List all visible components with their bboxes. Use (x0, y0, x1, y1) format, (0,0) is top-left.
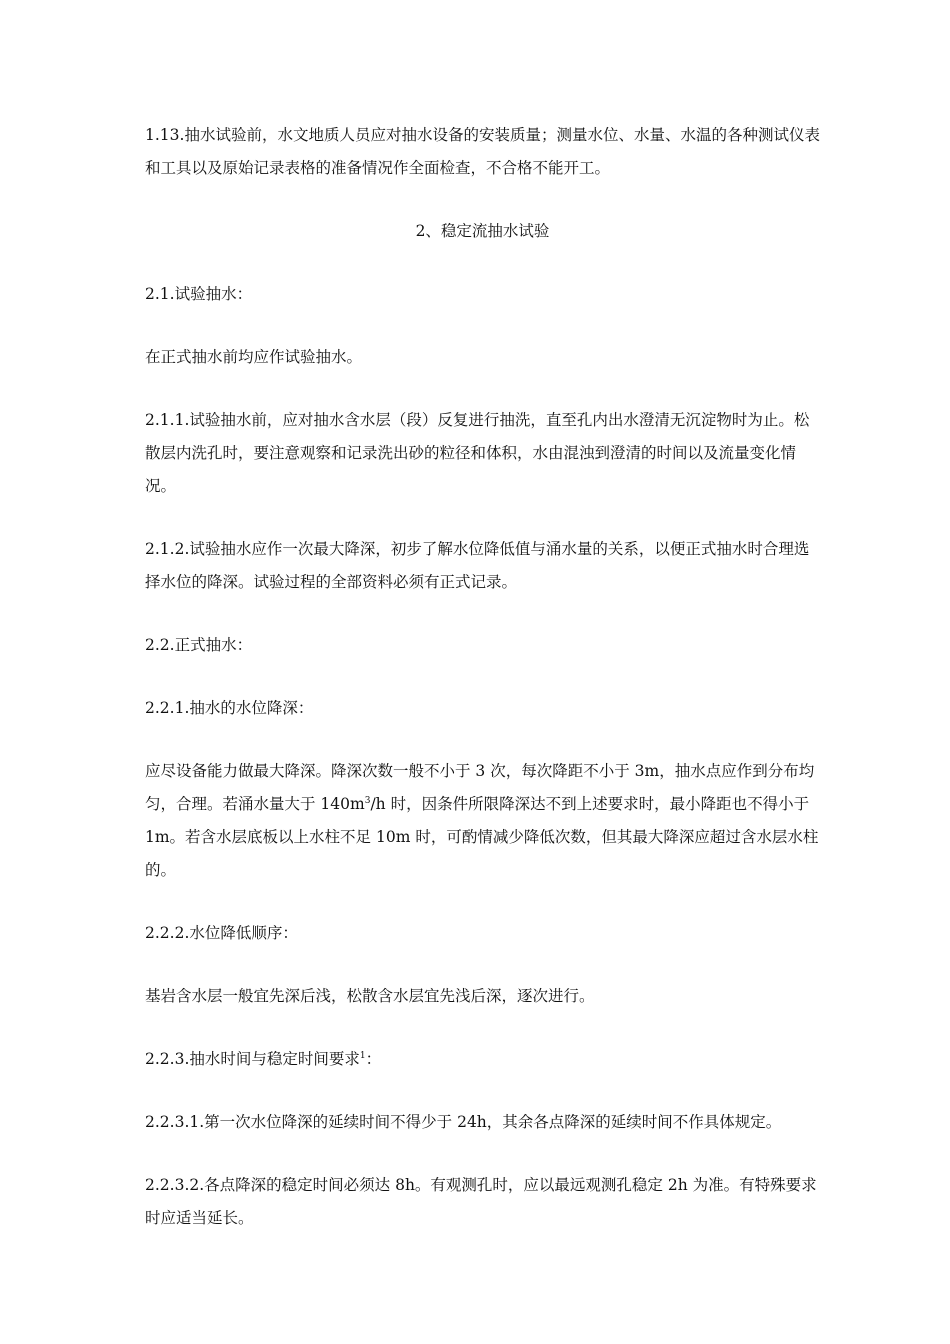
heading-2-2-3-colon: ： (365, 1050, 382, 1068)
document-body (145, 119, 820, 1235)
paragraph-2-2-1 (145, 755, 820, 887)
paragraph-2-2-1-part-b: /h 时，因条件所限降深达不到上述要求时，最小降距也不得小于 1m。若含水层底板以上水柱不足 10m 时，可酌情减少降低次数，但其最大降深应超过含水层水柱的。 (145, 795, 819, 879)
heading-2-1: 2.1.试验抽水： (145, 285, 253, 303)
footnote-marker: 1 (359, 1050, 366, 1061)
paragraph-2-2-3-1: 2.2.3.1.第一次水位降深的延续时间不得少于 24h，其余各点降深的延续时间不作具体规定。 (145, 1113, 782, 1131)
heading-2-2-1: 2.2.1.抽水的水位降深： (145, 699, 314, 717)
paragraph-2-2-2: 基岩含水层一般宜先深后浅，松散含水层宜先浅后深，逐次进行。 (145, 987, 595, 1005)
heading-2-2-2: 2.2.2.水位降低顺序： (145, 924, 298, 942)
paragraph-2-2-1-part-a: 应尽设备能力做最大降深。降深次数一般不小于 3 次，每次降距不小于 3m，抽水点应作到分布均匀，合理。若涌水量大于 140m (145, 762, 815, 813)
paragraph-2-1-2: 2.1.2.试验抽水应作一次最大降深，初步了解水位降低值与涌水量的关系，以便正式抽水时合理选择水位的降深。试验过程的全部资料必须有正式记录。 (145, 540, 810, 591)
paragraph-2-1-1: 2.1.1.试验抽水前，应对抽水含水层（段）反复进行抽洗，直至孔内出水澄清无沉淀物时为止。松散层内洗孔时，要注意观察和记录洗出砂的粒径和体积，水由混浊到澄清的时间以及流量变化情况。 (145, 411, 810, 495)
heading-2-2-3 (145, 1043, 820, 1076)
heading-2-2-3-text: 2.2.3.抽水时间与稳定时间要求 (145, 1050, 360, 1068)
heading-2-2: 2.2.正式抽水： (145, 636, 253, 654)
section-title-2: 2、稳定流抽水试验 (415, 222, 550, 240)
paragraph-1-13: 1.13.抽水试验前，水文地质人员应对抽水设备的安装质量；测量水位、水量、水温的各种测试仪表和工具以及原始记录表格的准备情况作全面检查，不合格不能开工。 (145, 126, 820, 177)
paragraph-2-2-3-2: 2.2.3.2.各点降深的稳定时间必须达 8h。有观测孔时，应以最远观测孔稳定 2h 为准。有特殊要求时应适当延长。 (145, 1176, 817, 1227)
superscript-cubic: 3 (364, 795, 371, 806)
paragraph-2-1: 在正式抽水前均应作试验抽水。 (145, 348, 363, 366)
